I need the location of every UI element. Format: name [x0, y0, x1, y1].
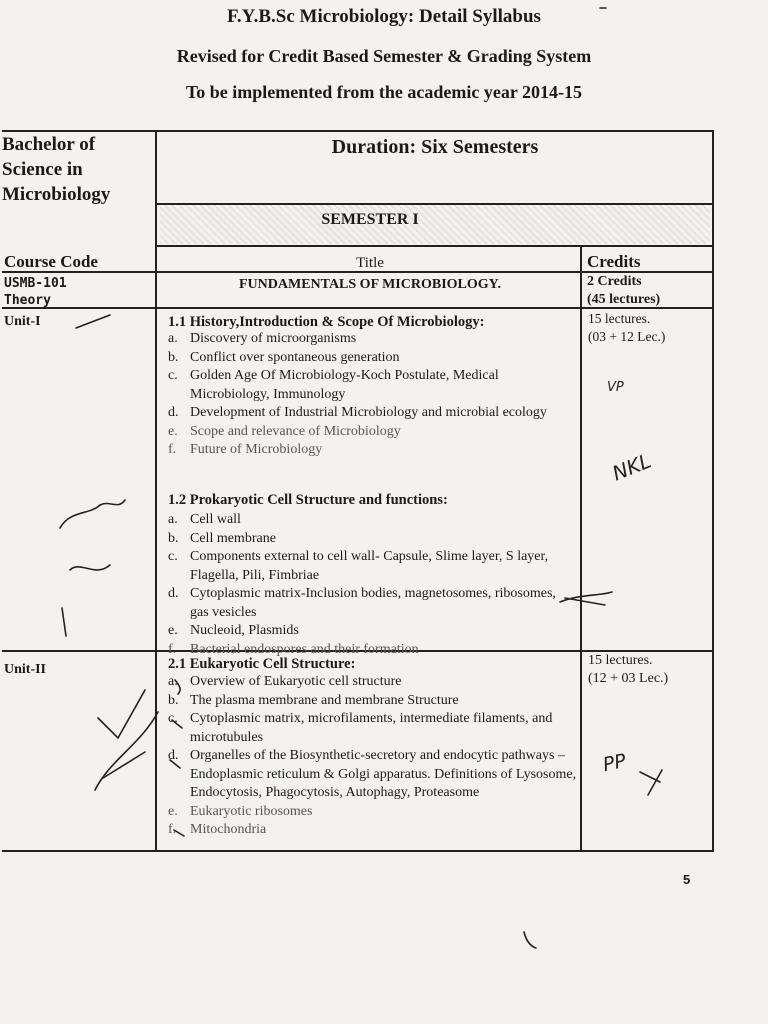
list-item-marker: f.	[168, 442, 177, 457]
doc-subtitle: Revised for Credit Based Semester & Grading System	[176, 46, 592, 66]
list-item-text: Overview of Eukaryotic cell structure	[190, 674, 402, 689]
pen-mark	[62, 608, 66, 636]
section-1-2-title: 1.2 Prokaryotic Cell Structure and functions:	[168, 492, 448, 508]
degree-name: Bachelor of Science in Microbiology	[2, 134, 111, 205]
unit-1-label: Unit-I	[4, 314, 41, 329]
page-number: 5	[683, 872, 691, 887]
list-item-text: Conflict over spontaneous generation	[190, 349, 400, 365]
pen-tick-mark	[76, 315, 110, 328]
course-code-value: USMB-101	[4, 276, 67, 291]
section-2-1-title: 2.1 Eukaryotic Cell Structure:	[168, 656, 356, 672]
col-header-credits: Credits	[587, 252, 641, 271]
list-item-marker: b.	[168, 692, 179, 708]
list-item-text: The plasma membrane and membrane Structure	[190, 692, 459, 708]
list-item-marker: a.	[168, 512, 178, 527]
unit-2-lecture-count: 15 lectures.	[588, 653, 653, 668]
pen-strike	[175, 680, 180, 694]
pen-mark	[524, 932, 536, 948]
list-item-text: Golden Age Of Microbiology-Koch Postulate, Medical Microbiology, Immunology	[190, 368, 499, 402]
list-item-marker: e.	[168, 423, 178, 439]
unit-2-label: Unit-II	[4, 662, 47, 677]
handwritten-signature	[70, 565, 110, 570]
list-item-text: Scope and relevance of Microbiology	[190, 423, 401, 439]
pen-strike	[172, 720, 182, 728]
list-item-marker: c.	[168, 549, 178, 564]
course-type: Theory	[4, 293, 51, 308]
pen-strike	[170, 760, 180, 768]
handwritten-signature	[103, 752, 145, 778]
list-item-marker: a.	[168, 674, 178, 689]
handwritten-initials-nkl: NKL	[608, 448, 655, 486]
list-item-marker: b.	[168, 349, 179, 365]
list-item-text: Eukaryotic ribosomes	[190, 803, 313, 819]
semester-label: SEMESTER I	[321, 211, 419, 228]
list-item-text: Organelles of the Biosynthetic-secretory and endocytic pathways –Endoplasmic reticulum & Golgi apparatus. Definitions of Lysosome, Endocytosis, Phagocytosis, Autophagy, Proteasome	[190, 748, 577, 800]
handwritten-initials-vp: VP	[607, 380, 624, 395]
list-item-text: Bacterial endospores and their formation	[190, 641, 419, 657]
list-item-marker: d.	[168, 405, 179, 420]
list-item-text: Cell wall	[190, 512, 241, 527]
doc-implementation-note: To be implemented from the academic year 2014-15	[185, 82, 583, 102]
course-title: FUNDAMENTALS OF MICROBIOLOGY.	[238, 277, 501, 292]
list-item-text: Cytoplasmic matrix, microfilaments, intermediate filaments, and microtubules	[190, 711, 553, 745]
list-item-marker: a.	[168, 331, 178, 346]
list-item-text: Discovery of microorganisms	[190, 331, 357, 346]
list-item-marker: f.	[168, 822, 177, 837]
list-item-text: Future of Microbiology	[190, 442, 323, 457]
credits-lectures: (45 lectures)	[587, 292, 661, 307]
col-header-course-code: Course Code	[4, 252, 98, 271]
unit-2-lecture-split: (12 + 03 Lec.)	[588, 671, 669, 686]
list-item-text: Cell membrane	[190, 530, 276, 546]
list-item-marker: d.	[168, 748, 179, 763]
pen-scribble	[565, 598, 605, 605]
list-item-marker: e.	[168, 803, 178, 819]
list-item-marker: e.	[168, 623, 178, 638]
list-item-marker: c.	[168, 368, 178, 383]
list-item-marker: f.	[168, 641, 177, 657]
list-item-marker: c.	[168, 711, 178, 726]
pen-scribble	[560, 592, 612, 602]
handwritten-initials-pp: PP	[600, 749, 628, 777]
list-item-text: Nucleoid, Plasmids	[190, 623, 299, 638]
section-1-1-title: 1.1 History,Introduction & Scope Of Microbiology:	[168, 314, 485, 330]
handwritten-signature	[60, 500, 125, 528]
doc-title: F.Y.B.Sc Microbiology: Detail Syllabus	[227, 6, 541, 27]
duration-label: Duration: Six Semesters	[331, 136, 539, 158]
pen-strike	[174, 830, 184, 836]
list-item-text: Components external to cell wall- Capsule, Slime layer, S layer, Flagella, Pili, Fimbriae	[190, 549, 549, 583]
list-item-text: Development of Industrial Microbiology and microbial ecology	[190, 405, 547, 420]
col-header-title: Title	[356, 255, 384, 271]
unit-1-lecture-count: 15 lectures.	[588, 311, 651, 326]
list-item-marker: b.	[168, 530, 179, 546]
list-item-text: Cytoplasmic matrix-Inclusion bodies, magnetosomes, ribosomes, gas vesicles	[190, 586, 556, 620]
pen-check-mark	[98, 690, 145, 738]
list-item-marker: d.	[168, 586, 179, 601]
list-item-text: Mitochondria	[190, 822, 267, 837]
unit-1-lecture-split: (03 + 12 Lec.)	[588, 329, 666, 344]
credits-count: 2 Credits	[587, 274, 642, 289]
